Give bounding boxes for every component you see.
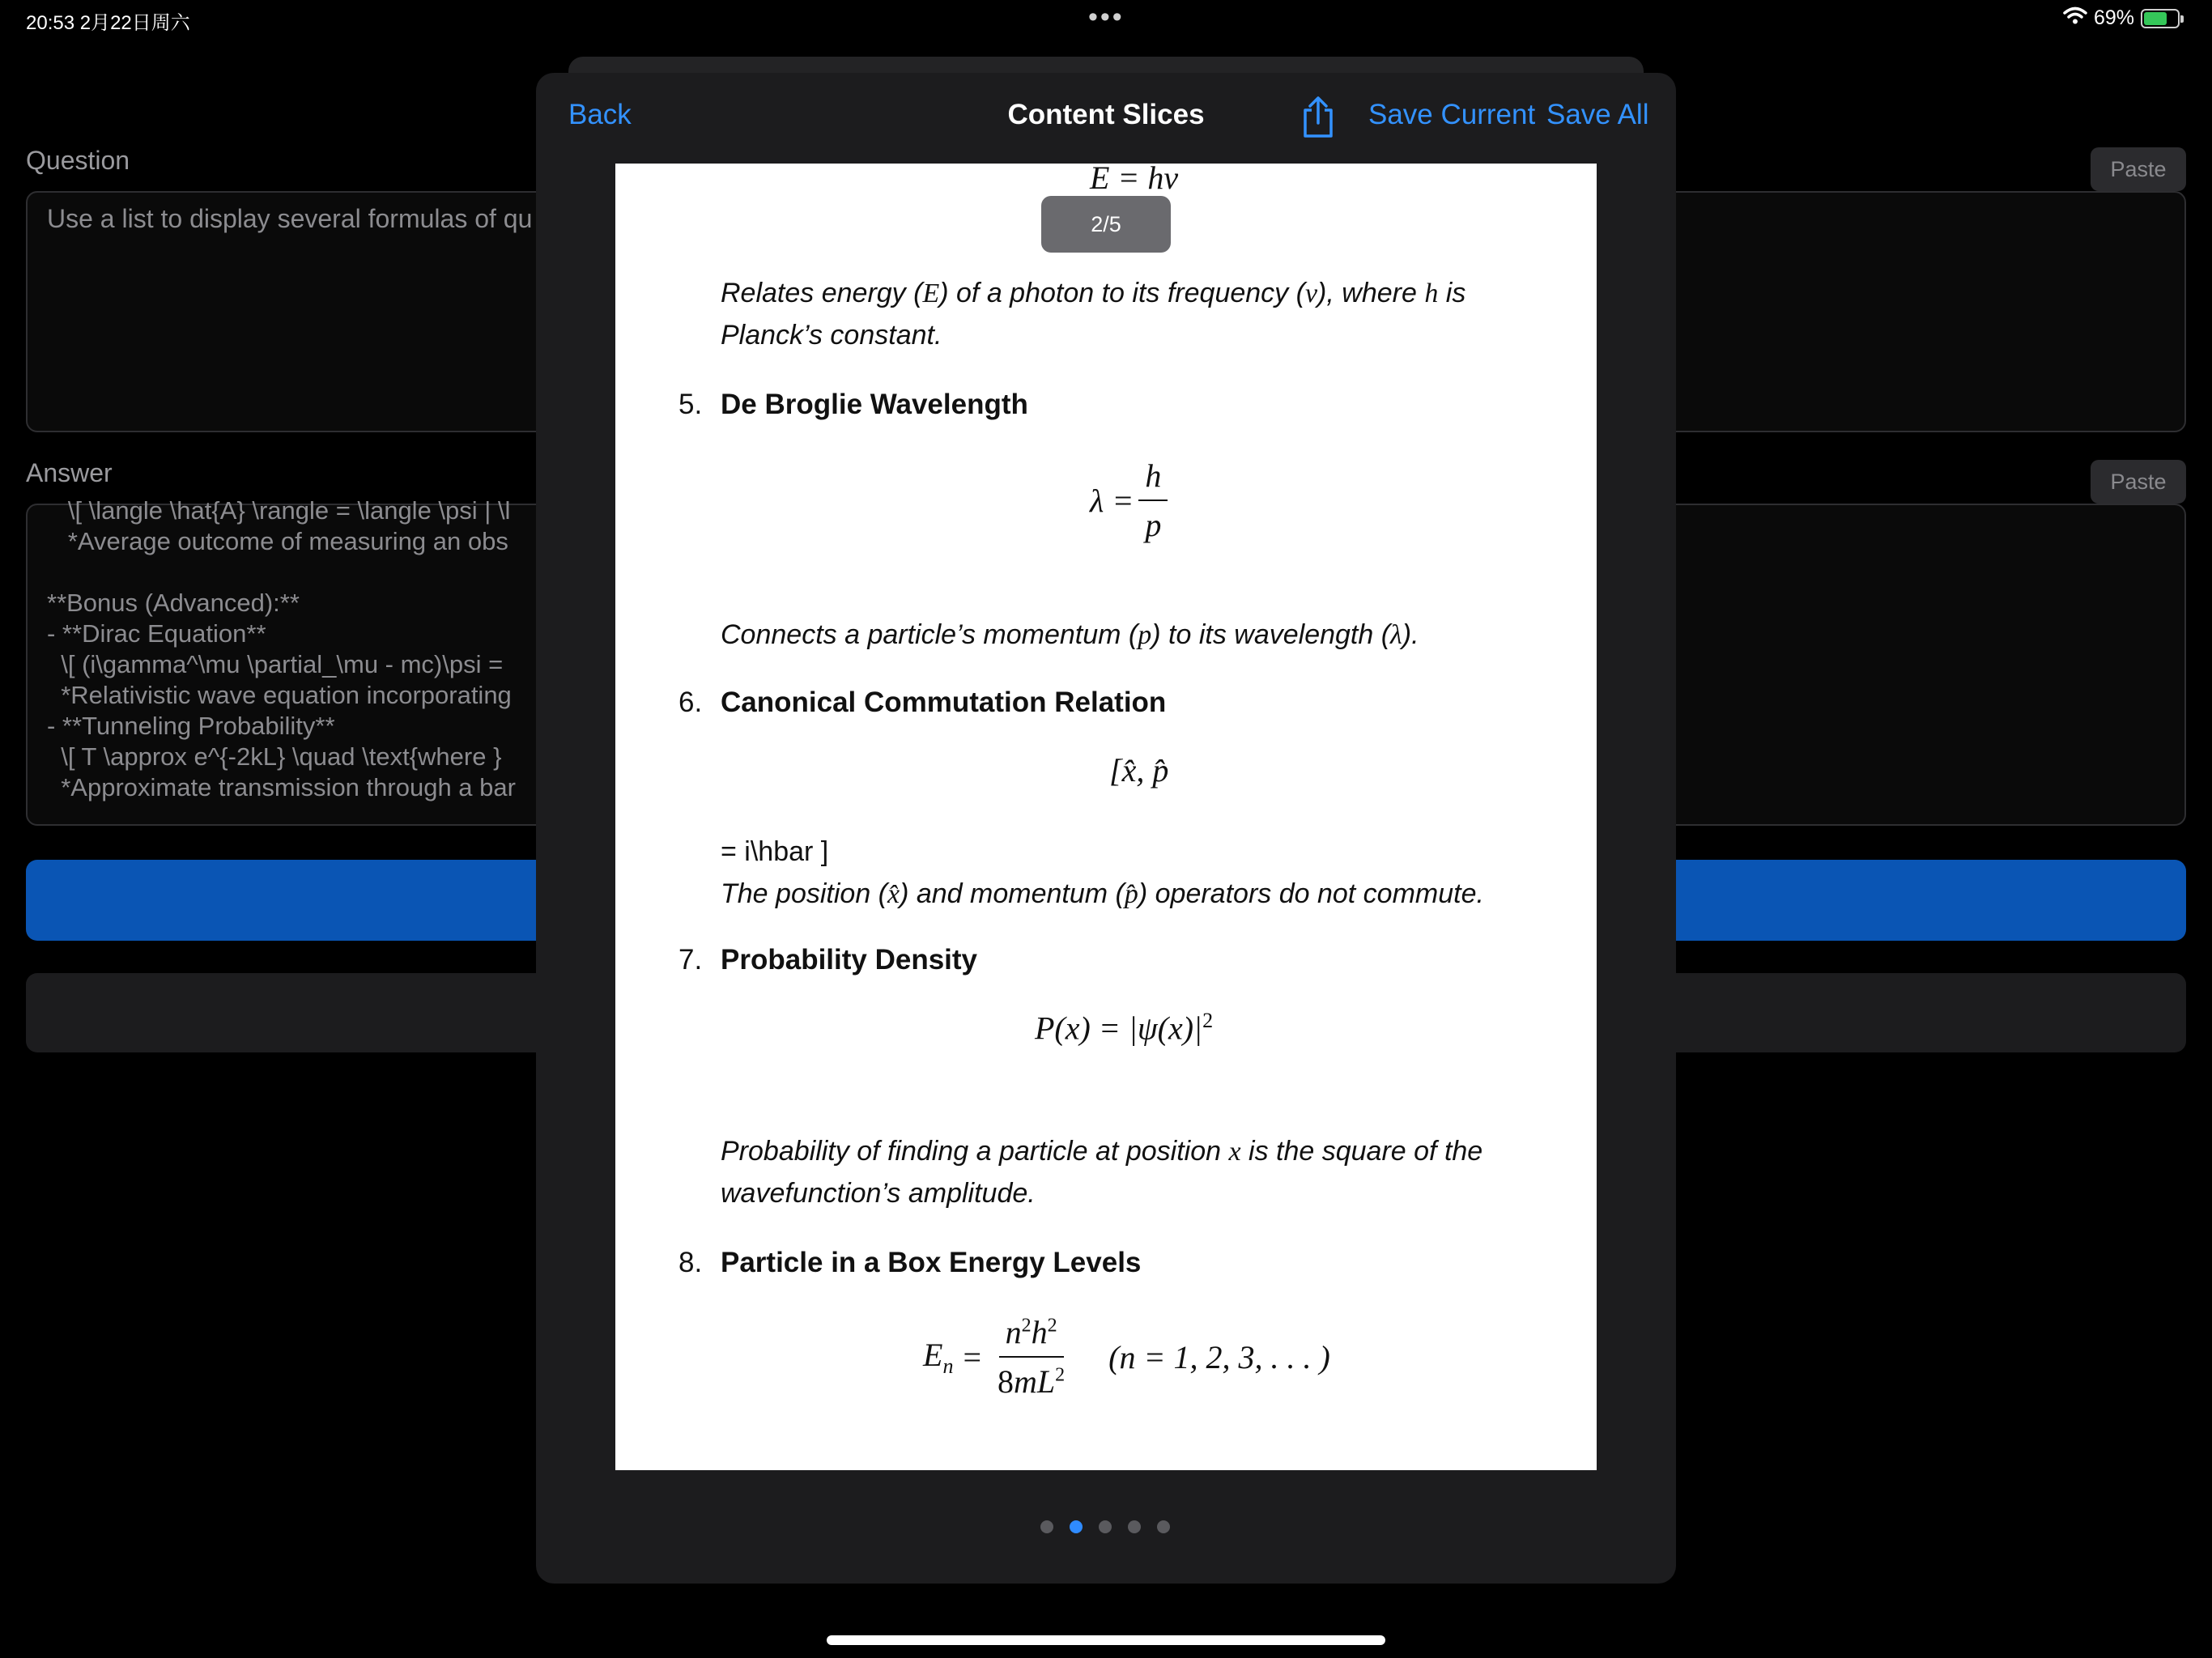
item8-heading: Particle in a Box Energy Levels [721,1247,1142,1278]
item8-formula: $E_n$ = $\frac{n^2h^2}{8mL^2}$ (n = 1, 2, 3, . . . ) [923,1314,1330,1400]
item4-description: Relates energy (E) of a photon to its frequency (ν), where h is [721,278,1466,308]
item7-heading: Probability Density [721,944,978,976]
page-dot-5[interactable] [1157,1520,1170,1533]
item6-number: 6. [678,687,703,718]
top-formula: E = hν [1090,164,1179,196]
page-dot-1[interactable] [1040,1520,1053,1533]
status-time-date: 20:53 2月22日周六 [26,12,190,34]
answer-line: \[ (i\gamma^\mu \partial_\mu - mc)\psi = [47,650,504,678]
status-right-group [2063,6,2180,30]
wifi-icon [2063,6,2087,30]
page-dot-4[interactable] [1128,1520,1141,1533]
answer-line: - **Tunneling Probability** [47,712,335,740]
answer-label: Answer [26,458,113,487]
item6-formula: [x̂, p̂ [1109,752,1169,789]
item7-description-line2: wavefunction’s amplitude. [721,1178,1036,1209]
item7-description: Probability of finding a particle at position x is the square of the [721,1136,1483,1167]
answer-line: *Average outcome of measuring an obs [47,527,508,555]
page-indicator-badge: 2/5 [1041,196,1171,253]
item6-description: The position (x̂) and momentum (p̂) operators do not commute. [721,878,1484,909]
item5-description: Connects a particle’s momentum (p) to its wavelength (λ). [721,619,1419,650]
back-button[interactable]: Back [568,99,632,130]
share-icon[interactable] [1299,96,1338,139]
answer-line: \[ \langle \hat{A} \rangle = \langle \psi | \l [47,496,511,525]
answer-line: *Relativistic wave equation incorporating [47,681,512,709]
home-indicator[interactable] [827,1635,1385,1645]
document-page [615,164,1597,1470]
item4-description-line2: Planck’s constant. [721,320,942,351]
answer-paste-button[interactable]: Paste [2091,460,2186,504]
item6-heading: Canonical Commutation Relation [721,687,1167,718]
answer-line: \[ T \approx e^{-2kL} \quad \text{where } [47,742,502,771]
question-label: Question [26,146,130,175]
item5-heading: De Broglie Wavelength [721,389,1028,420]
item7-number: 7. [678,944,703,976]
answer-line: *Approximate transmission through a bar [47,773,516,801]
answer-line [47,557,539,588]
save-all-button[interactable]: Save All [1546,99,1649,130]
battery-fill [2144,12,2167,25]
answer-line: - **Dirac Equation** [47,619,266,648]
question-value: Use a list to display several formulas of qu [47,204,533,233]
item5-number: 5. [678,389,703,420]
modal-title: Content Slices [1007,99,1205,130]
answer-text [47,495,539,819]
battery-icon [2141,9,2180,28]
save-current-button[interactable]: Save Current [1368,99,1536,130]
item6-raw-latex: = i\hbar ] [721,836,829,867]
item5-formula: λ = $\frac{h}{p}$ [1090,457,1168,544]
page-dot-2[interactable] [1070,1520,1083,1533]
item7-formula: $P(x) = |\psi(x)|^2$ [1035,1009,1214,1047]
page-dot-3[interactable] [1099,1520,1112,1533]
answer-line: **Bonus (Advanced):** [47,589,300,617]
battery-percent: 69% [2093,6,2134,29]
multitasking-dots[interactable]: ••• [1088,2,1125,32]
question-paste-button[interactable]: Paste [2091,147,2186,191]
item8-number: 8. [678,1247,703,1278]
